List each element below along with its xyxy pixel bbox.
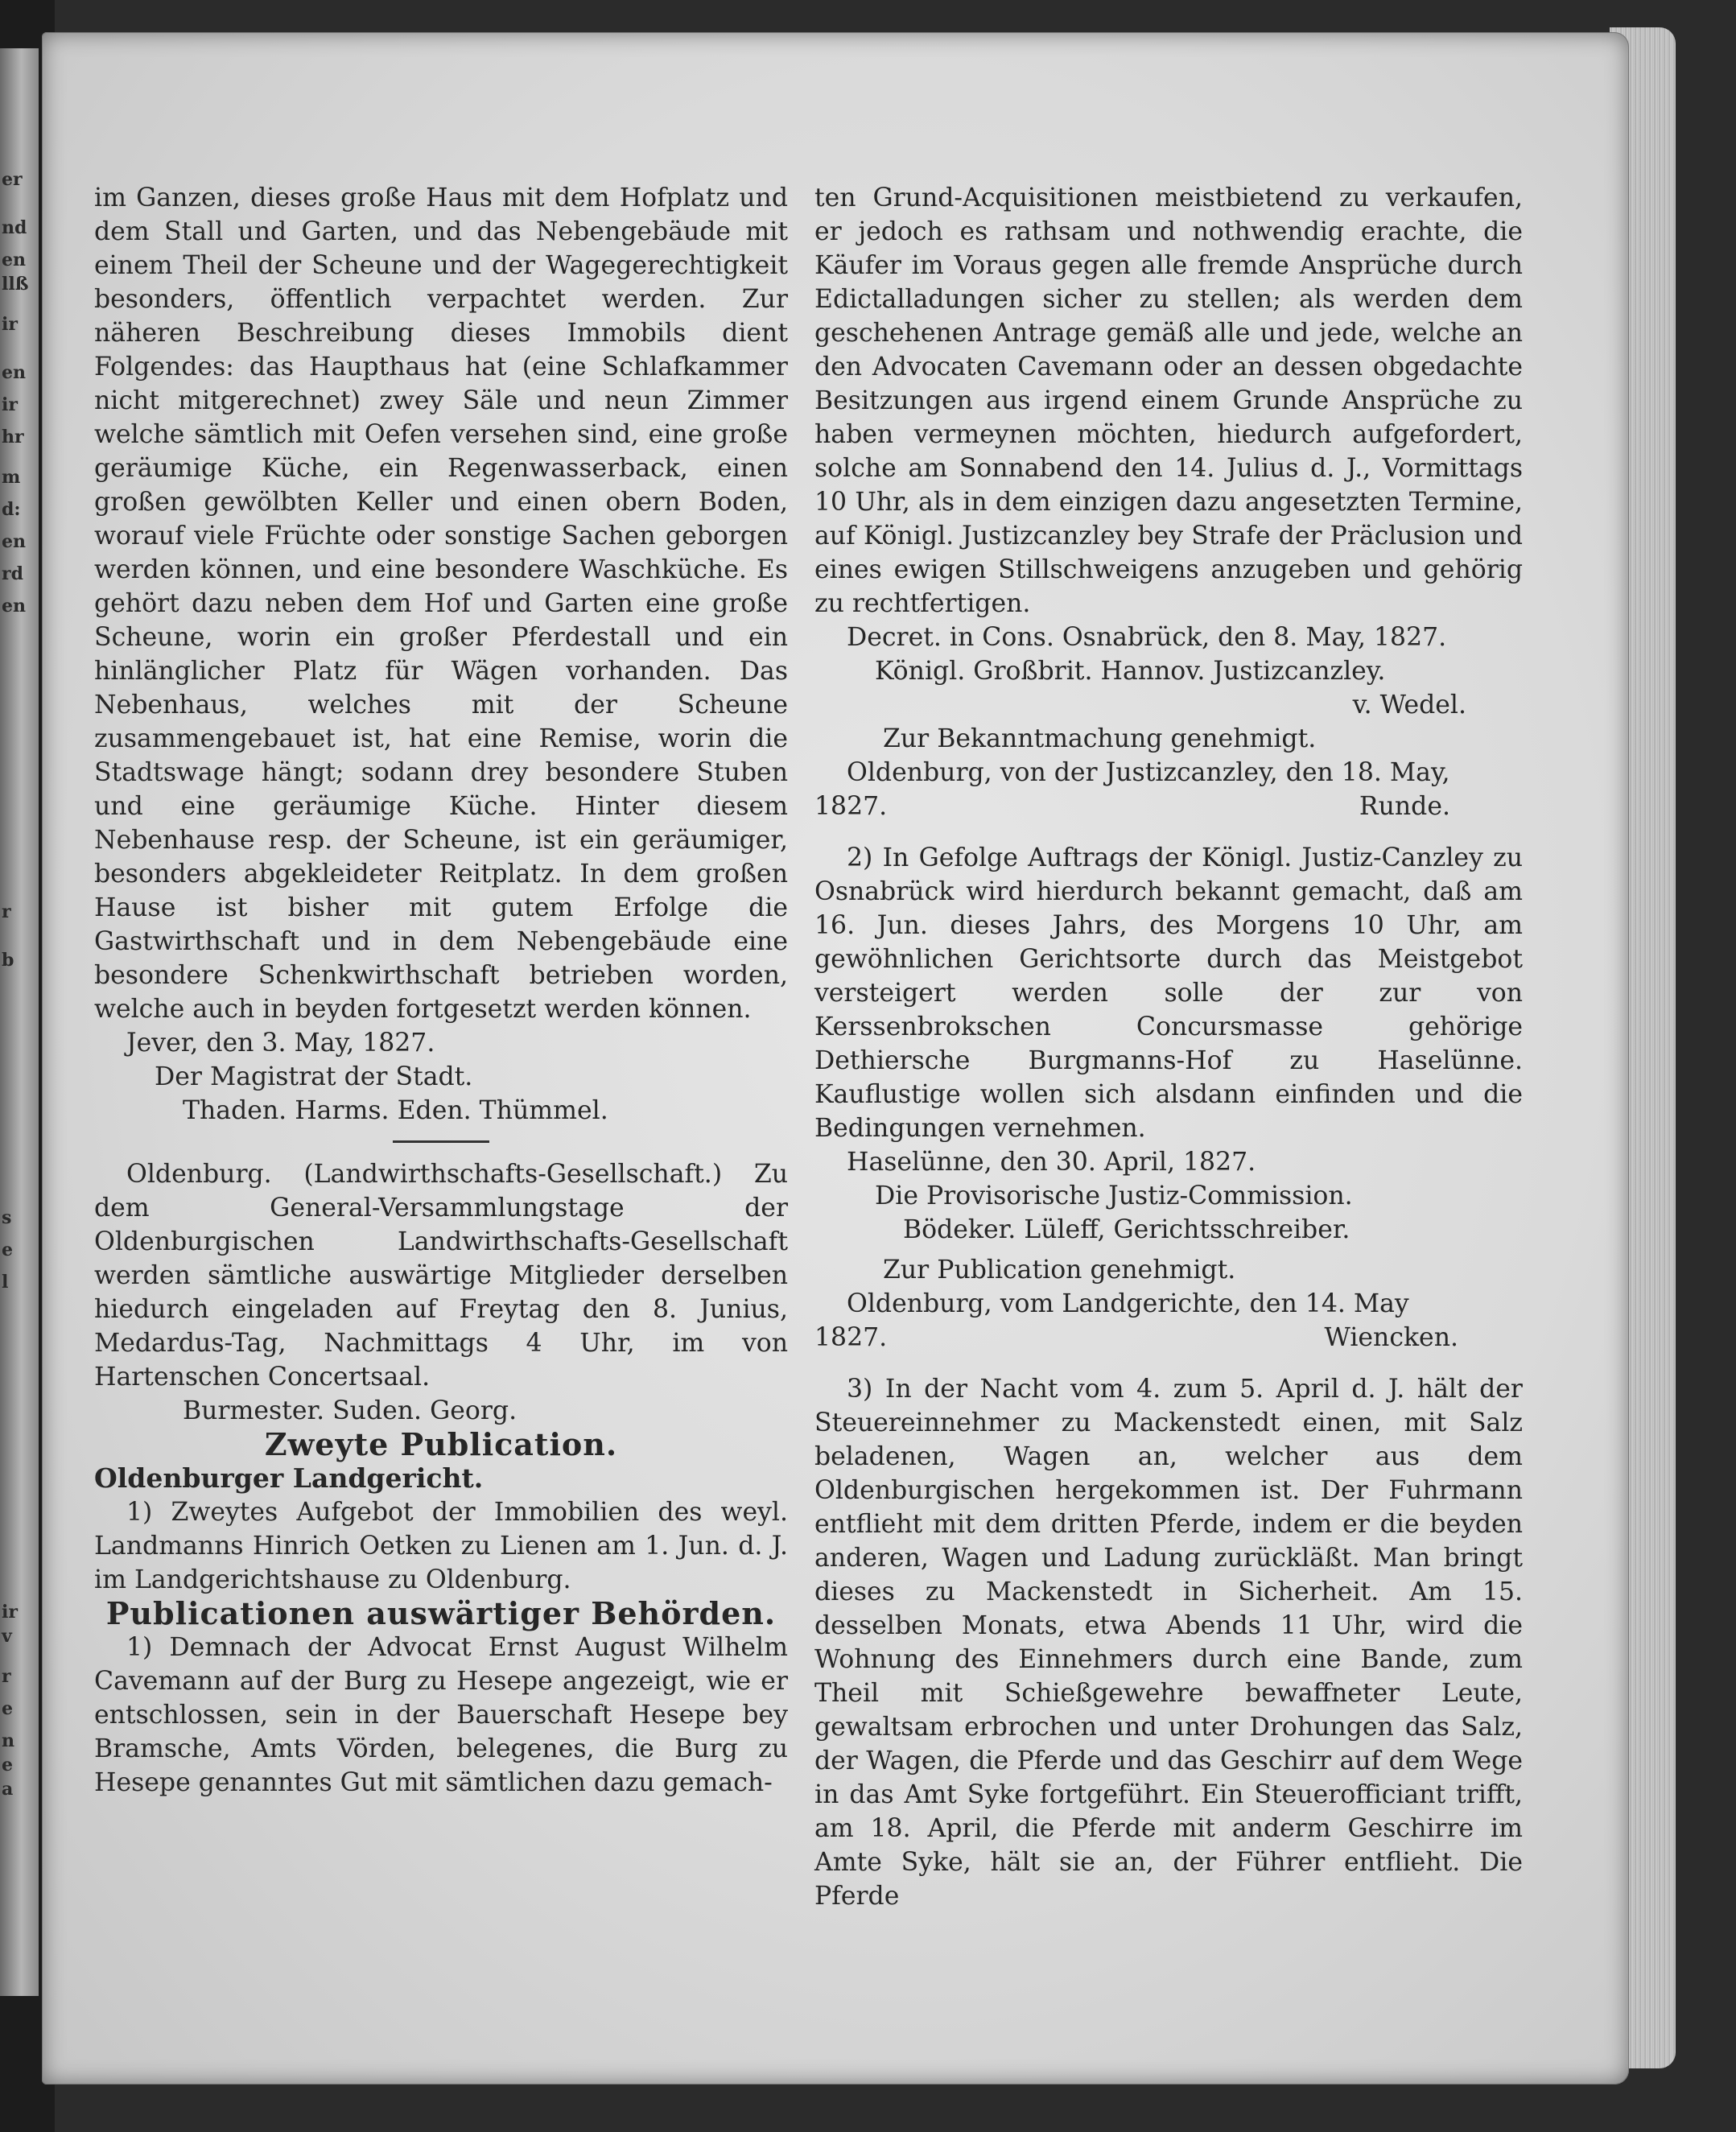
previous-page-edge bbox=[0, 48, 39, 1996]
signer-wiencken: Wiencken. bbox=[1324, 1323, 1458, 1352]
previous-page-fragment: e bbox=[2, 1755, 13, 1775]
previous-page-fragment: ir bbox=[2, 1602, 18, 1623]
previous-page-fragment: e bbox=[2, 1239, 13, 1260]
cont-paragraph-jever: im Ganzen, dieses große Haus mit dem Hofplatz und dem Stall und Garten, und das Nebengebäude mit einem Theil der Scheune und der Wagegerechtigkeit besonders, öffentlich verpachtet werden. Zur näheren Beschreibung dieses Immobils dient Folgendes: das Haupthaus hat (eine Schlafkammer nicht mitgerechnet) zwey Säle und neun Zimmer welche sämtlich mit Oefen versehen sind, eine große geräumige Küche, ein Regenwasserback, einen großen gewölbten Keller und einen obern Boden, worauf viele Früchte oder sonstige Sachen geborgen werden können, und eine besondere Waschküche. Es gehört dazu neben dem Hof und Garten eine große Scheune, worin ein großer Pferdestall und ein hinlänglicher Platz für Wägen vorhanden. Das Nebenhaus, welches mit der Scheune zusammengebauet ist, hat eine Remise, worin die Stadtswage hängt; sodann drey besondere Stuben und eine geräumige Küche. Hinter diesem Nebenhause resp. der Scheune, ist ein geräumiger, besonders abgekleideter Reitplatz. In dem großen Hause ist bisher mit gutem Erfolge die Gastwirthschaft und in dem Nebengebäude eine besondere Schenkwirthschaft betrieben worden, welche auch in beyden fortgesetzt werden können. bbox=[94, 184, 788, 1024]
signers-landwirthschaft: Burmester. Suden. Georg. bbox=[183, 1396, 518, 1425]
previous-page-fragment: s bbox=[2, 1207, 12, 1228]
previous-page-fragment: r bbox=[2, 901, 11, 922]
left-column bbox=[94, 181, 788, 1800]
paragraph-mackenstedt: 3) In der Nacht vom 4. zum 5. April d. J. hält der Steuereinnehmer zu Mackenstedt einen, mit Salz beladenen, Wagen an, welcher aus dem Oldenburgischen hergekommen ist. Der Fuhrmann entflieht mit dem dritten Pferde, indem er die beyden anderen, Wagen und Ladung zurückläßt. Man bringt dieses zu Mackenstedt in Sicherheit. Am 15. desselben Monats, etwa Abends 11 Uhr, wird die Wohnung des Einnehmers durch eine Bande, zum Theil mit Schießgewehre bewaffneter Leute, gewaltsam erbrochen und unter Drohungen das Salz, der Wagen, die Pferde und das Geschirr auf dem Wege in das Amt Syke fortgeführt. Ein Steuerofficiant trifft, am 18. April, die Pferde mit anderm Geschirre im Amte Syke, hält sie an, der Führer entflieht. Die Pferde bbox=[814, 1375, 1523, 1911]
previous-page-fragment: m bbox=[2, 467, 21, 488]
dateline-oldenburg-1: Oldenburg, von der Justizcanzley, den 18. May, bbox=[847, 758, 1450, 787]
paragraph-cavemann: 1) Demnach der Advocat Ernst August Wilhelm Cavemann auf der Burg zu Hesepe angezeigt, wie er entschlossen, sein in der Bauerschaft Hesepe bey Bramsche, Amts Vörden, belegenes, die Burg zu Hesepe genanntes Gut mit sämtlichen dazu gemach- bbox=[94, 1633, 788, 1797]
previous-page-fragment: n bbox=[2, 1730, 14, 1751]
cont-paragraph-cavemann: ten Grund-Acquisitionen meistbietend zu verkaufen, er jedoch es rathsam und nothwendig erachte, die Käufer im Voraus gegen alle fremde Ansprüche durch Edictalladungen sicher zu stellen; als werden dem geschehenen Antrage gemäß alle und jede, welche an den Advocaten Cavemann oder an dessen obgedachte Besitzungen aus irgend einem Grunde Ansprüche zu haben vermeynen möchten, hiedurch aufgefordert, solche am Sonnabend den 14. Julius d. J., Vormittags 10 Uhr, als in dem einzigen dazu angesetzten Termine, auf Königl. Justizcanzley bey Strafe der Präclusion und eines ewigen Stillschweigens anzugeben und gehörig zu rechtfertigen. bbox=[814, 184, 1523, 618]
year-signer-row-1 bbox=[814, 790, 1523, 823]
previous-page-fragment: rd bbox=[2, 563, 23, 584]
previous-page-fragment: en bbox=[2, 596, 26, 617]
paragraph-landwirthschaft: Oldenburg. (Landwirthschafts-Gesellschaft.) Zu dem General-Versammlungstage der Oldenburgischen Landwirthschafts-Gesellschaft werden sämtliche auswärtige Mitglieder derselben hiedurch eingeladen auf Freytag den 8. Junius, Medardus-Tag, Nachmittags 4 Uhr, im von Hartenschen Concertsaal. bbox=[94, 1160, 788, 1392]
previous-page-fragment: v bbox=[2, 1626, 12, 1647]
approval-bekanntmachung: Zur Bekanntmachung genehmigt. bbox=[883, 724, 1317, 753]
previous-page-fragment: l bbox=[2, 1272, 9, 1293]
year-1: 1827. bbox=[814, 792, 888, 821]
previous-page-fragment: llß bbox=[2, 274, 29, 295]
paragraph-aufgebot: 1) Zweytes Aufgebot der Immobilien des weyl. Landmanns Hinrich Oetken zu Lienen am 1. Jun. d. J. im Landgerichtshause zu Oldenburg. bbox=[94, 1498, 788, 1594]
dateline-oldenburg-2: Oldenburg, vom Landgerichte, den 14. May bbox=[847, 1289, 1409, 1318]
previous-page-fragment: en bbox=[2, 531, 26, 552]
approval-publication: Zur Publication genehmigt. bbox=[883, 1256, 1236, 1285]
previous-page-fragment: ir bbox=[2, 394, 18, 415]
right-column bbox=[814, 181, 1523, 1913]
previous-page-fragment: a bbox=[2, 1779, 14, 1800]
section-divider bbox=[393, 1140, 489, 1143]
year-3: 1827. bbox=[814, 1323, 888, 1352]
section-title-auswaertig: Publicationen auswärtiger Behörden. bbox=[105, 1595, 777, 1631]
previous-page-fragment: en bbox=[2, 249, 26, 270]
decree-line: Decret. in Cons. Osnabrück, den 8. May, 1827. bbox=[847, 623, 1447, 652]
authority-magistrat: Der Magistrat der Stadt. bbox=[155, 1062, 473, 1091]
signers-haselunne: Bödeker. Lüleff, Gerichtsschreiber. bbox=[903, 1215, 1350, 1244]
previous-page-fragment: hr bbox=[2, 427, 24, 447]
book-page bbox=[42, 32, 1629, 2085]
dateline-jever: Jever, den 3. May, 1827. bbox=[126, 1029, 435, 1058]
previous-page-fragment: en bbox=[2, 362, 26, 383]
year-signer-row-2 bbox=[814, 1321, 1523, 1355]
signers-jever: Thaden. Harms. Eden. Thümmel. bbox=[183, 1096, 608, 1125]
paragraph-haselunne: 2) In Gefolge Auftrags der Königl. Justiz-Canzley zu Osnabrück wird hierdurch bekannt gemacht, daß am 16. Jun. dieses Jahrs, des Morgens 10 Uhr, am gewöhnlichen Gerichtsorte durch das Meistgebot versteigert werden solle der zur von Kerssenbrokschen Concursmasse gehörige Dethiersche Burgmanns-Hof zu Haselünne. Kauflustige wollen sich alsdann einfinden und die Bedingungen vernehmen. bbox=[814, 843, 1523, 1143]
previous-page-fragments bbox=[0, 48, 37, 1996]
dateline-haselunne: Haselünne, den 30. April, 1827. bbox=[847, 1148, 1256, 1177]
previous-page-fragment: ir bbox=[2, 314, 18, 335]
section-title-zweyte: Zweyte Publication. bbox=[264, 1426, 618, 1462]
previous-page-fragment: r bbox=[2, 1666, 11, 1687]
signer-runde: Runde. bbox=[1359, 792, 1450, 821]
signer-wedel: v. Wedel. bbox=[1352, 691, 1466, 720]
previous-page-fragment: er bbox=[2, 169, 23, 190]
authority-justizcanzley: Königl. Großbrit. Hannov. Justizcanzley. bbox=[875, 657, 1386, 686]
previous-page-fragment: nd bbox=[2, 217, 27, 238]
previous-page-fragment: e bbox=[2, 1698, 13, 1719]
previous-page-fragment: d: bbox=[2, 499, 21, 520]
authority-commission: Die Provisorische Justiz-Commission. bbox=[875, 1181, 1353, 1210]
previous-page-fragment: b bbox=[2, 950, 14, 971]
court-title: Oldenburger Landgericht. bbox=[94, 1462, 484, 1494]
